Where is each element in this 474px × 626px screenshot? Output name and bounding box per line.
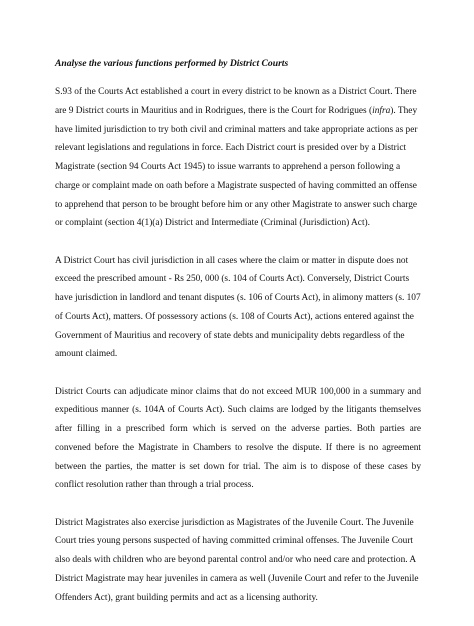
paragraph-district-courts-established xyxy=(55,83,421,233)
paragraph-1-text-end: ). They have limited jurisdiction to try both civil and criminal matters and take appropriate actions as per relevant legislations and regulations in force. Each District court is presided over by a District Magistrate (section 94 Courts Act 1945) to issue warrants to apprehend a person following a charge or complaint made on oath before a Magistrate suspected of having committed an offense to apprehend that person to be brought before him or any other Magistrate to answer such charge or complaint (section 4(1)(a) District and Intermediate (Criminal (Jurisdiction) Act). xyxy=(55,105,418,229)
paragraph-1-text-start: S.93 of the Courts Act established a court in every district to be known as a District Court. There are 9 District courts in Mauritius and in Rodrigues, there is the Court for Rodrigues ( xyxy=(55,87,417,116)
paragraph-juvenile-court: District Magistrates also exercise jurisdiction as Magistrates of the Juvenile Court. The Juvenile Court tries young persons suspected of having committed criminal offenses. The Juvenile Court also deals with children who are beyond parental control and/or who need care and protection. A District Magistrate may hear juveniles in camera as well (Juvenile Court and refer to the Juvenile Offenders Act), grant building permits and act as a licensing authority. xyxy=(55,517,419,603)
paragraph-minor-claims: District Courts can adjudicate minor claims that do not exceed MUR 100,000 in a summary and expeditious manner (s. 104A of Courts Act). Such claims are lodged by the litigants themselves after filling in a prescribed form which is served on the adverse parties. Both parties are convened before the Magistrate in Chambers to resolve the dispute. If there is no agreement between the parties, the matter is set down for trial. The aim is to dispose of these cases by conflict resolution rather than through a trial process. xyxy=(55,386,421,491)
paragraph-civil-jurisdiction: A District Court has civil jurisdiction in all cases where the claim or matter in dispute does not exceed the prescribed amount - Rs 250, 000 (s. 104 of Courts Act). Conversely, District Courts have jurisdiction in landlord and tenant disputes (s. 106 of Courts Act), in alimony matters (s. 107 of Courts Act), matters. Of possessory actions (s. 108 of Courts Act), actions entered against the Government of Mauritius and recovery of state debts and municipality debts regardless of the amount claimed. xyxy=(55,255,421,360)
document-body xyxy=(55,57,421,626)
document-heading: Analyse the various functions performed by District Courts xyxy=(55,58,289,69)
paragraph-1-italic-infra: infra xyxy=(372,105,391,116)
